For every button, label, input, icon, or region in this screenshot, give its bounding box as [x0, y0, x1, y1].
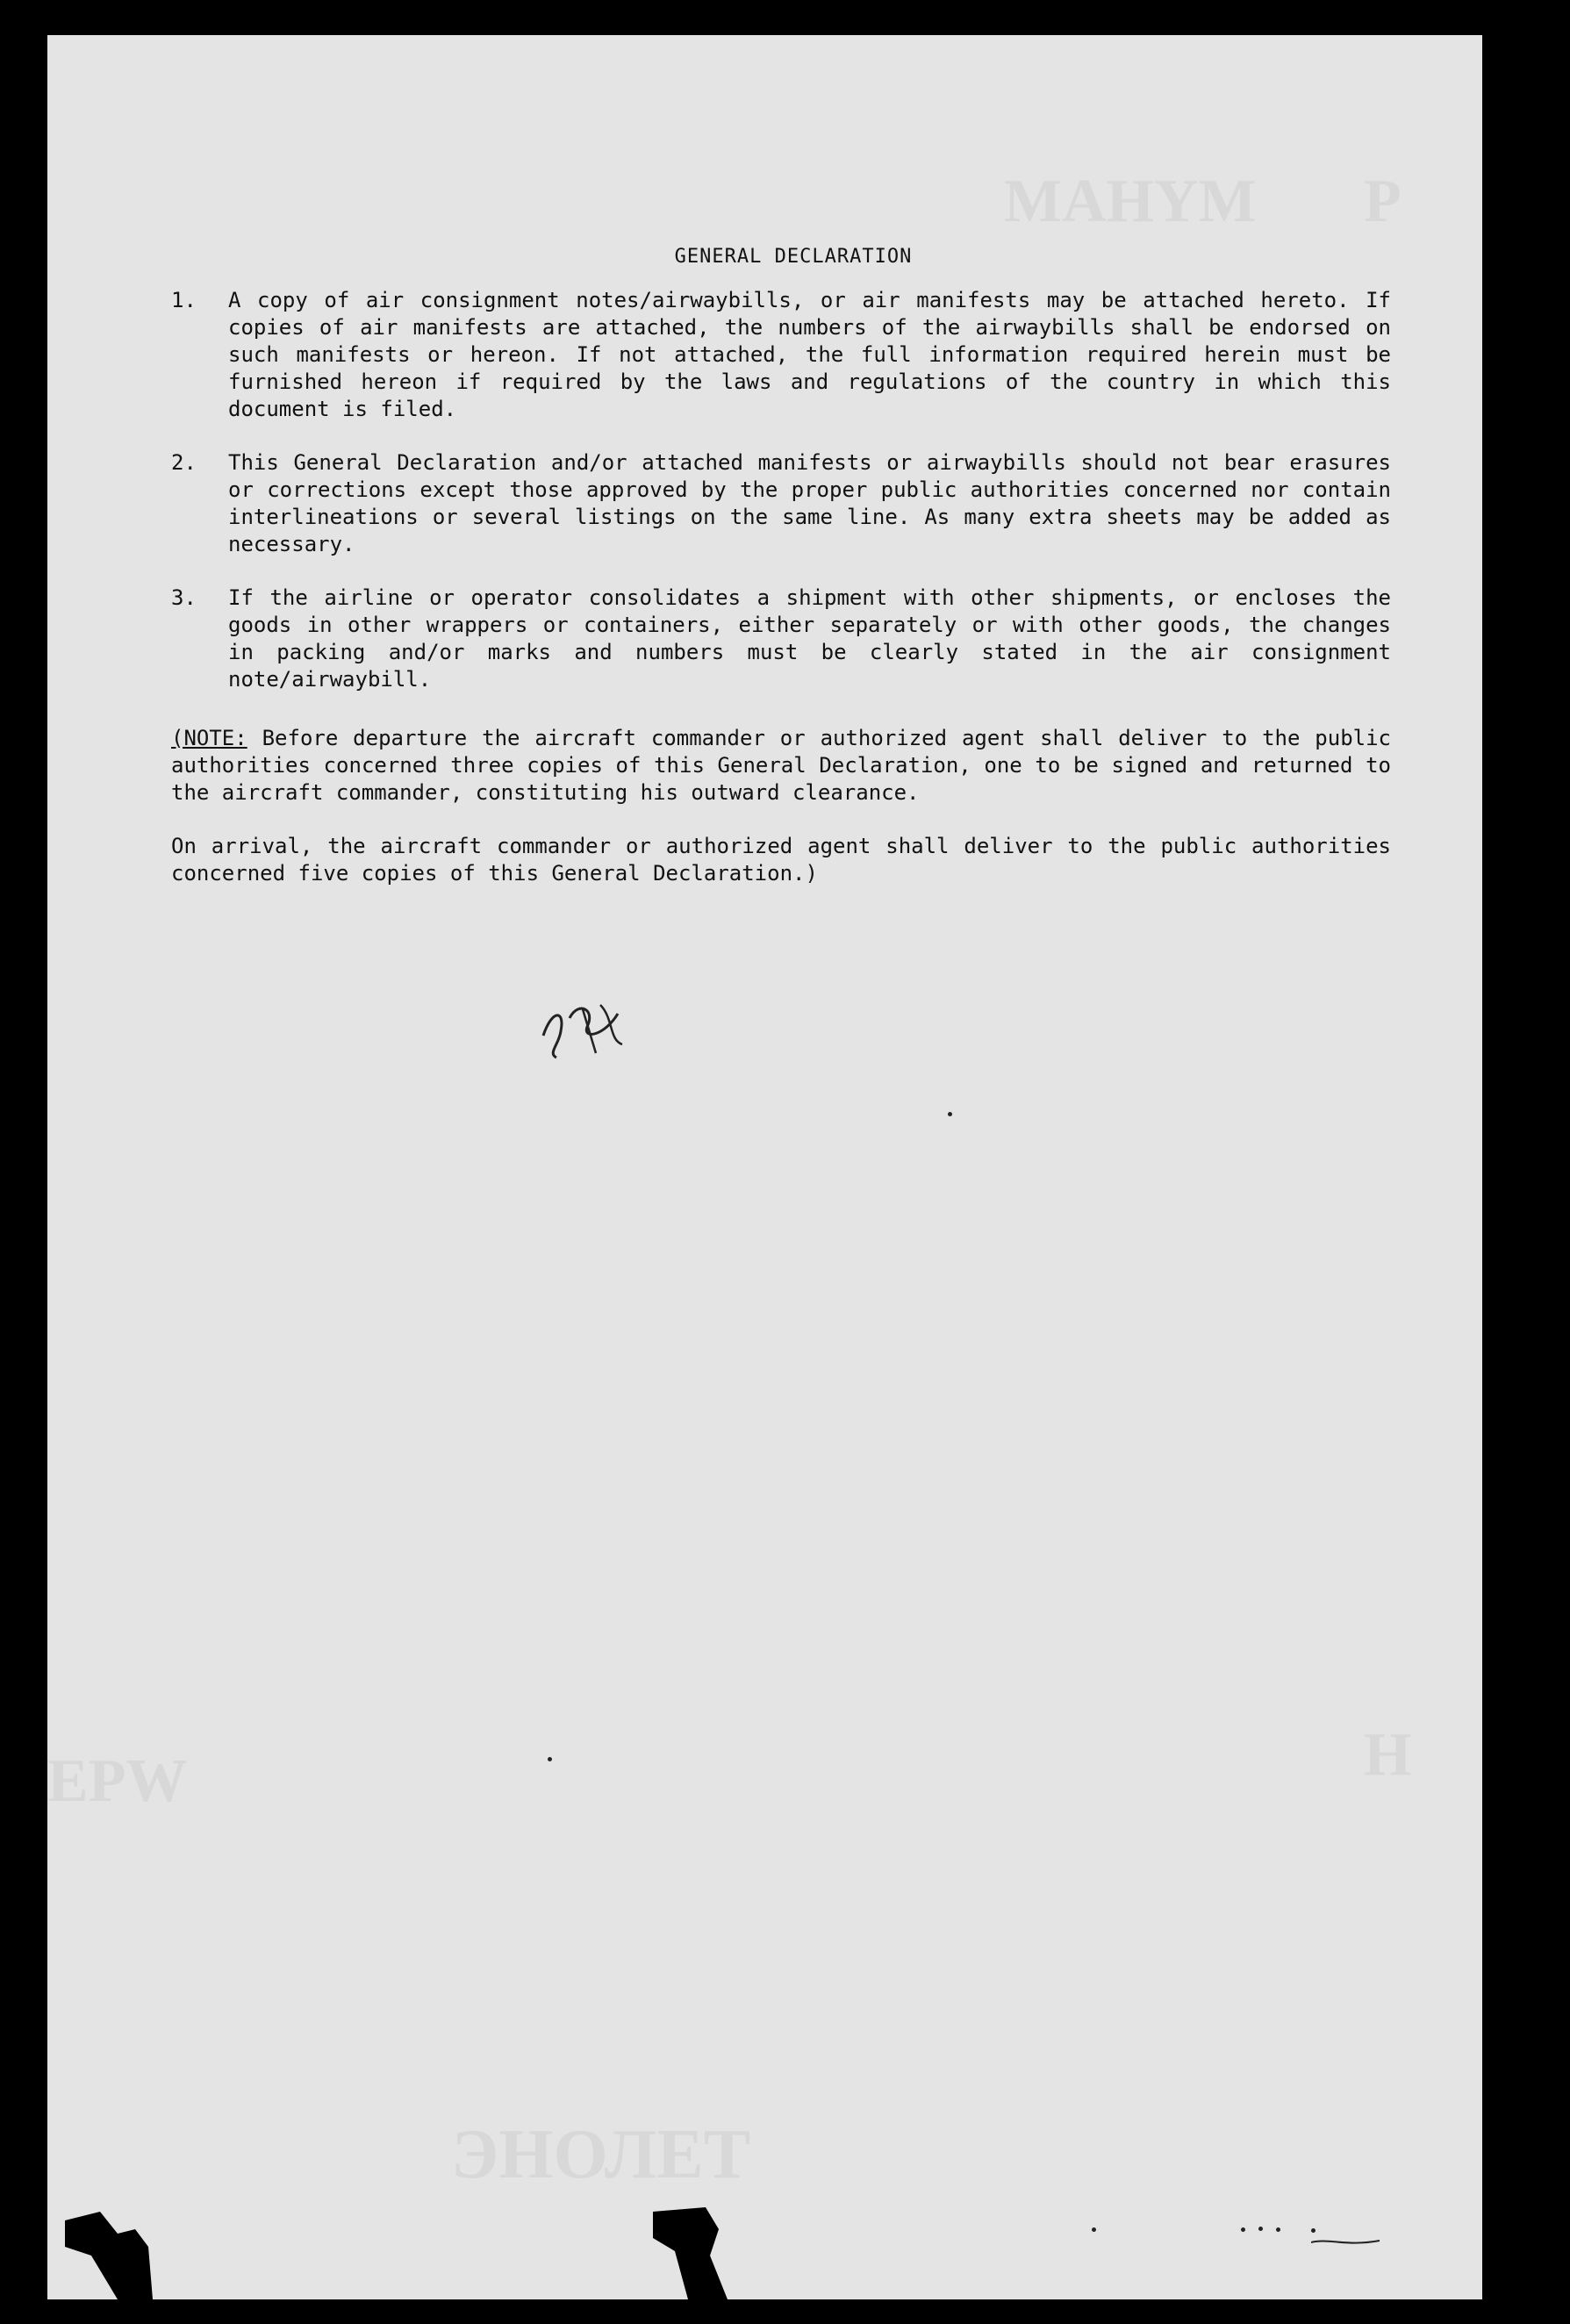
bleed-through-mark: EPW — [47, 1747, 188, 1815]
speck — [1258, 2227, 1263, 2231]
document-content — [171, 246, 1391, 887]
document-page — [47, 35, 1482, 2299]
item-number: 2. — [171, 450, 197, 475]
bleed-through-mark: ЭНОЛЕТ — [451, 2116, 751, 2193]
departure-note — [171, 725, 1391, 807]
note-text: Before departure the aircraft commander or authorized agent shall deliver to the public authorities concerned three copies of this General Declaration, one to be signed and returned to the aircraft commander, constituting his outward clearance. — [171, 726, 1391, 805]
bleed-through-mark: H — [1364, 1721, 1412, 1789]
arrival-note: On arrival, the aircraft commander or authorized agent shall deliver to the public authorities concerned five copies of this General Declaration.) — [171, 834, 1391, 886]
bleed-through-mark: P — [1364, 168, 1402, 235]
declaration-item-2 — [171, 449, 1391, 558]
item-text: This General Declaration and/or attached manifests or airwaybills should not bear erasures or corrections except those approved by the proper public authorities concerned nor contain interlineations or several listings on the same line. As many extra sheets may be added as necessary. — [228, 450, 1391, 556]
page-title: GENERAL DECLARATION — [674, 246, 913, 268]
speck — [1276, 2227, 1280, 2232]
speck — [1241, 2227, 1245, 2232]
handwritten-mark — [534, 974, 631, 1071]
item-number: 3. — [171, 585, 197, 610]
declaration-item-3 — [171, 585, 1391, 693]
declaration-item-1 — [171, 287, 1391, 423]
torn-edge-blemish — [653, 2203, 749, 2299]
note-label: (NOTE: — [171, 726, 247, 750]
item-text: If the airline or operator consolidates a shipment with other shipments, or encloses the goods in other wrappers or containers, either separately or with other goods, the changes in packing and/or marks and numbers must be clearly stated in the air consignment note/airwaybill. — [228, 585, 1391, 692]
torn-edge-blemish — [65, 2194, 179, 2299]
speck — [1092, 2227, 1096, 2232]
pen-stroke-mark — [1311, 2234, 1381, 2251]
bleed-through-mark: MAHYM — [1004, 168, 1257, 235]
speck — [948, 1112, 952, 1116]
speck — [548, 1757, 552, 1761]
item-number: 1. — [171, 288, 197, 312]
item-text: A copy of air consignment notes/airwaybills, or air manifests may be attached hereto. If copies of air manifests are attached, the numbers of the airwaybills shall be endorsed on such manifests or hereon. If not attached, the full information required herein must be furnished hereon if required by the laws and regulations of the country in which this document is filed. — [228, 288, 1391, 421]
speck — [1311, 2228, 1316, 2233]
